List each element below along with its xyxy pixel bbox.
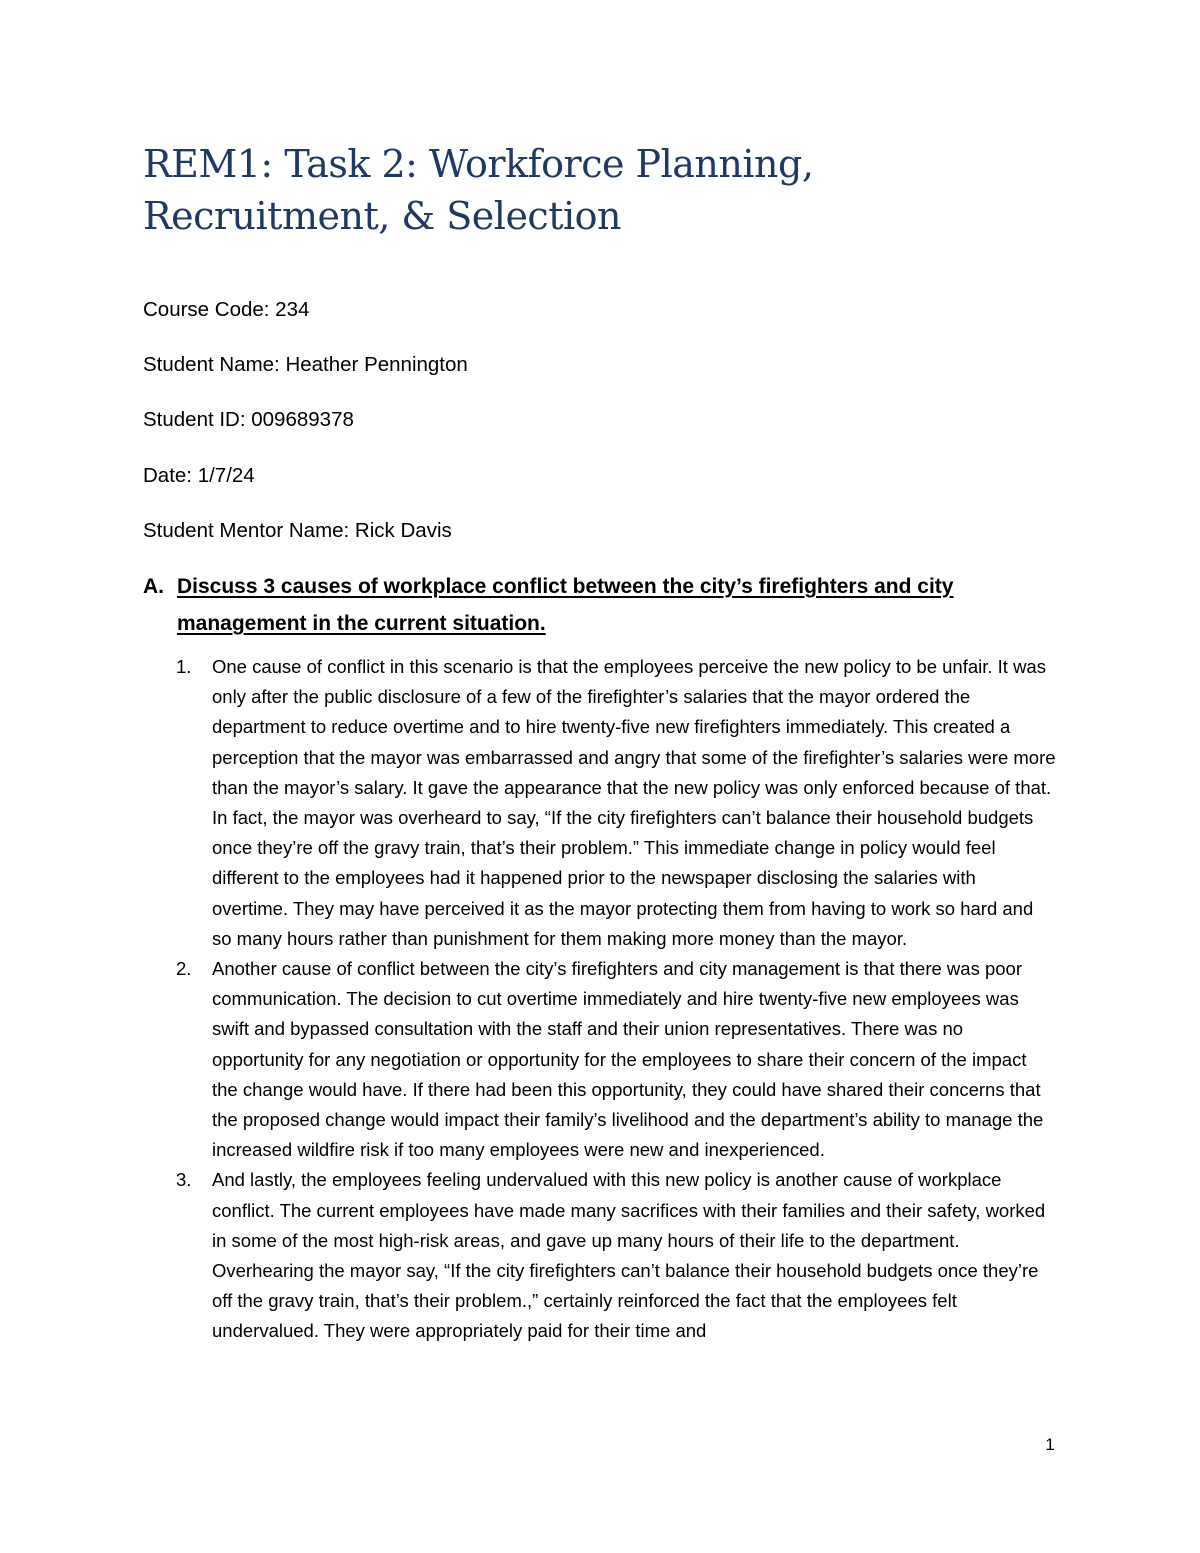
section-a-heading-text: Discuss 3 causes of workplace conflict between the city’s firefighters and city management in the current situation. bbox=[177, 575, 954, 635]
date: Date: 1/7/24 bbox=[143, 464, 255, 487]
list-item-number: 2. bbox=[176, 958, 192, 980]
student-id: Student ID: 009689378 bbox=[143, 408, 354, 431]
document-title bbox=[143, 138, 1043, 242]
student-name: Student Name: Heather Pennington bbox=[143, 353, 468, 376]
list-item bbox=[176, 1165, 1056, 1346]
list-item-text: And lastly, the employees feeling undervalued with this new policy is another cause of workplace conflict. The current employees have made many sacrifices with their families and their safety, worked in some of the most high-risk areas, and gave up many hours of their life to the department. Overhearing the mayor say, “If the city firefighters can’t balance their household budgets once they’re off the gravy train, that’s their problem.,” certainly reinforced the fact that the employees felt undervalued. They were appropriately paid for their time and bbox=[212, 1169, 1046, 1342]
list-item-number: 3. bbox=[176, 1169, 192, 1191]
course-code: Course Code: 234 bbox=[143, 298, 310, 321]
title-line-2: Recruitment, & Selection bbox=[143, 194, 621, 238]
section-a-letter: A. bbox=[143, 575, 164, 598]
list-item bbox=[176, 954, 1056, 1165]
section-a-heading bbox=[143, 568, 1023, 642]
list-item-text: One cause of conflict in this scenario is that the employees perceive the new policy to be unfair. It was only after the public disclosure of a few of the firefighter’s salaries that the mayor ordered the department to reduce overtime and to hire twenty-five new firefighters immediately. This created a perception that the mayor was embarrassed and angry that some of the firefighter’s salaries were more than the mayor’s salary. It gave the appearance that the new policy was only enforced because of that. In fact, the mayor was overheard to say, “If the city firefighters can’t balance their household budgets once they’re off the gravy train, that’s their problem.” This immediate change in policy would feel different to the employees had it happened prior to the newspaper disclosing the salaries with overtime. They may have perceived it as the mayor protecting them from having to work so hard and so many hours rather than punishment for them making more money than the mayor. bbox=[212, 656, 1056, 949]
title-line-1: REM1: Task 2: Workforce Planning, bbox=[143, 142, 814, 186]
list-item-text: Another cause of conflict between the city’s firefighters and city management is that there was poor communication. The decision to cut overtime immediately and hire twenty-five new employees was swift and bypassed consultation with the staff and their union representatives. There was no opportunity for any negotiation or opportunity for the employees to share their concern of the impact the change would have. If there had been this opportunity, they could have shared their concerns that the proposed change would impact their family’s livelihood and the department’s ability to manage the increased wildfire risk if too many employees were new and inexperienced. bbox=[212, 958, 1044, 1161]
page-number: 1 bbox=[1045, 1435, 1055, 1454]
list-item bbox=[176, 652, 1056, 954]
list-item-number: 1. bbox=[176, 656, 192, 677]
mentor-name: Student Mentor Name: Rick Davis bbox=[143, 519, 452, 542]
causes-list bbox=[176, 652, 1056, 1347]
